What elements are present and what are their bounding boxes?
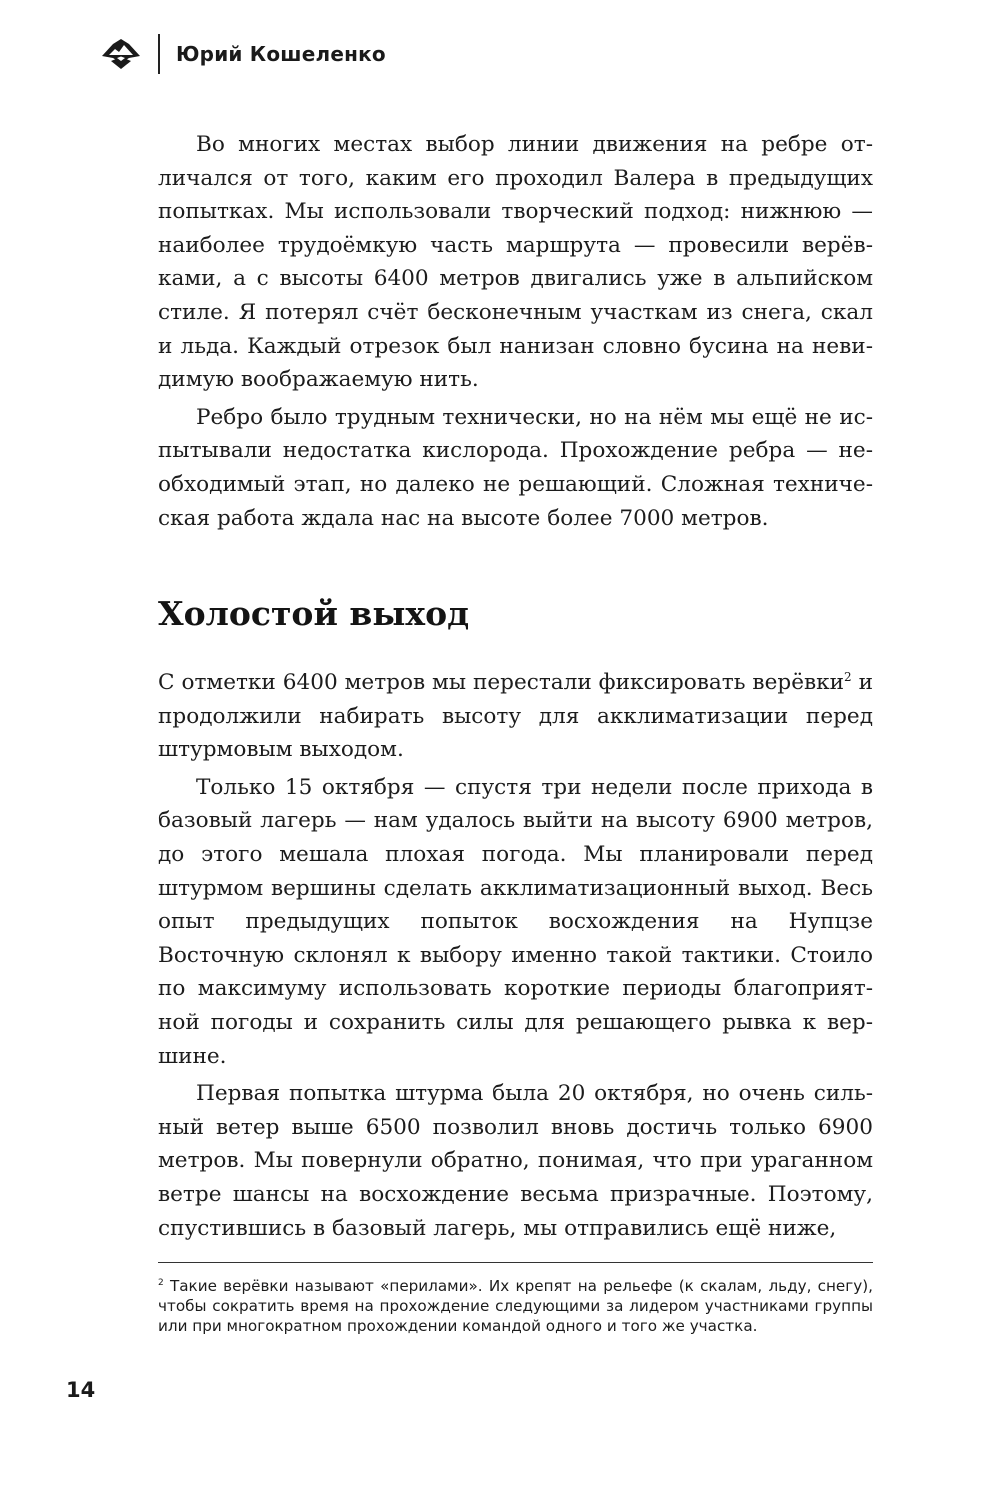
paragraph-first-continuation: и продолжили набирать высоту для акклиматизации перед штурмовым выходом. xyxy=(158,670,873,763)
running-header xyxy=(98,34,386,74)
paragraph: Ребро было трудным технически, но на нём мы ещё не испытывали недостатка кислорода. Прохождение ребра — необходимый этап, но далеко не решающий. Сложная техническая работа ждала нас на высоте более 7000 метров. xyxy=(158,404,873,531)
header-separator xyxy=(158,34,160,74)
footnote xyxy=(158,1276,873,1336)
footnote-divider xyxy=(158,1262,873,1263)
footnote-reference: 2 xyxy=(844,669,852,684)
paragraph: Первая попытка штурма была 20 октября, но очень сильный ветер выше 6500 позволил вновь достичь только 6900 метров. Мы повернули обратно, понимая, что при ураганном ветре шансы на восхождение весьма призрачные. Поэтому, спустившись в базовый лагерь, мы отправились ещё ниже, xyxy=(158,1081,873,1241)
section-heading: Холостой выход xyxy=(158,594,470,633)
mountain-logo-icon xyxy=(98,34,144,74)
footnote-number: 2 xyxy=(158,1277,164,1288)
author-name: Юрий Кошеленко xyxy=(176,42,386,66)
section-one-text xyxy=(158,128,873,535)
paragraph-first-start: С отметки 6400 метров мы перестали фиксировать верёвки xyxy=(158,670,845,695)
paragraph: Во многих местах выбор линии движения на ребре отличался от того, каким его проходил Валера в предыдущих попытках. Мы использовали творческий подход: нижнюю — наиболее трудоёмкую часть маршрута — провесили верёвками, а с высоты 6400 метров двигались уже в альпийском стиле. Я потерял счёт бесконечным участкам из снега, скал и льда. Каждый отрезок был нанизан словно бусина на невидимую воображаемую нить. xyxy=(158,132,873,393)
section-two-text xyxy=(158,666,873,1245)
paragraph: Только 15 октября — спустя три недели после прихода в базовый лагерь — нам удалось выйти на высоту 6900 метров, до этого мешала плохая погода. Мы планировали перед штурмом вершины сделать акклиматизационный выход. Весь опыт предыдущих попыток восхождения на Нупцзе Восточную склонял к выбору именно такой тактики. Стоило по максимуму использовать короткие периоды благоприятной погоды и сохранить силы для решающего рывка к вершине. xyxy=(158,774,873,1069)
paragraph-first xyxy=(158,666,873,767)
footnote-text: Такие верёвки называют «перилами». Их крепят на рельефе (к скалам, льду, снегу), чтобы сократить время на прохождение следующими за лидером участниками группы или при многократном прохождении командой одного и того же участка. xyxy=(158,1277,873,1335)
page-number: 14 xyxy=(66,1378,96,1402)
